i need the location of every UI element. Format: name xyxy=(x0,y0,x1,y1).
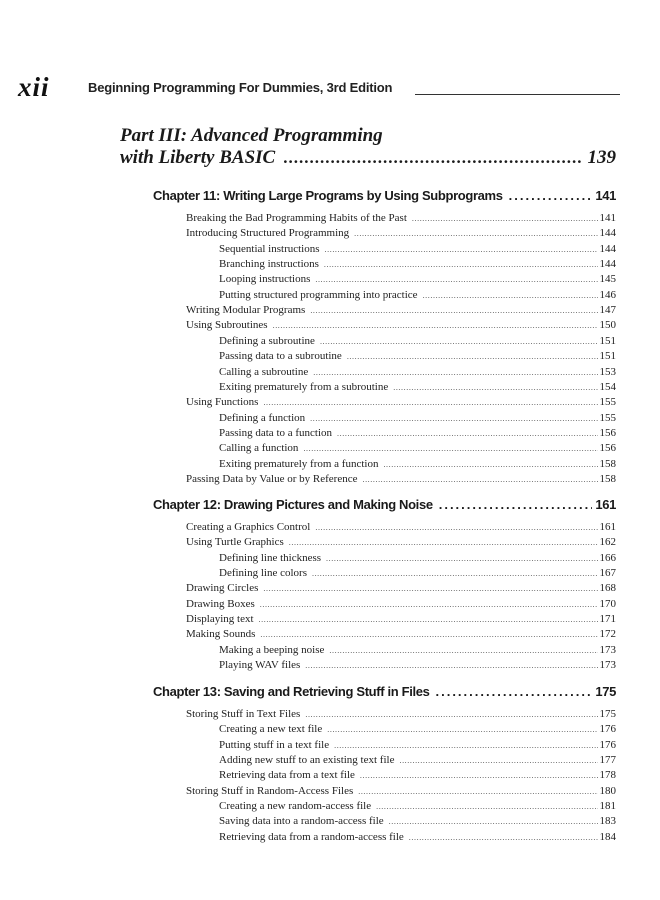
chapter-title: Chapter 13: Saving and Retrieving Stuff in Files xyxy=(153,684,430,699)
entry-page-number: 145 xyxy=(599,273,616,286)
entry-page-number: 178 xyxy=(599,769,616,782)
toc-section-entry xyxy=(186,303,616,318)
entry-page-number: 167 xyxy=(599,567,616,580)
entry-page-number: 168 xyxy=(599,582,616,595)
entry-title: Retrieving data from a random-access file xyxy=(219,830,404,843)
part-page-number: 139 xyxy=(587,147,616,168)
entry-title: Looping instructions xyxy=(219,273,311,286)
entry-title: Defining a function xyxy=(219,411,306,424)
entry-page-number: 172 xyxy=(599,628,616,641)
dot-leader xyxy=(260,598,598,612)
entry-title: Passing data to a subroutine xyxy=(219,350,342,363)
toc-section-entry xyxy=(186,597,616,612)
toc-section-entry xyxy=(186,395,616,410)
toc-subsection-entry xyxy=(219,441,616,456)
entry-page-number: 158 xyxy=(599,457,616,470)
toc-section-entry xyxy=(186,472,616,487)
toc-subsection-entry xyxy=(219,799,616,814)
toc-subsection-entry xyxy=(219,722,616,737)
dot-leader xyxy=(409,831,598,845)
toc-section-entry xyxy=(186,211,616,226)
entry-page-number: 155 xyxy=(599,411,616,424)
toc-subsection-entry xyxy=(219,768,616,783)
entry-title: Passing Data by Value or by Reference xyxy=(186,472,358,485)
entry-page-number: 150 xyxy=(599,319,616,332)
entry-title: Using Turtle Graphics xyxy=(186,536,284,549)
entry-page-number: 151 xyxy=(599,350,616,363)
entry-page-number: 162 xyxy=(599,536,616,549)
entry-title: Retrieving data from a text file xyxy=(219,769,355,782)
toc-section-entry xyxy=(186,535,616,550)
toc-subsection-entry xyxy=(219,457,616,472)
toc-subsection-entry xyxy=(219,551,616,566)
dot-leader xyxy=(439,497,593,512)
entry-title: Putting stuff in a text file xyxy=(219,738,330,751)
entry-title: Creating a new random-access file xyxy=(219,800,372,813)
dot-leader xyxy=(305,708,597,722)
dot-leader xyxy=(509,188,593,203)
chapter-heading xyxy=(153,188,616,203)
toc-subsection-entry xyxy=(219,566,616,581)
dot-leader xyxy=(313,366,597,380)
dot-leader xyxy=(303,442,597,456)
entry-title: Adding new stuff to an existing text file xyxy=(219,754,395,767)
entry-title: Creating a new text file xyxy=(219,723,323,736)
entry-title: Drawing Circles xyxy=(186,582,259,595)
dot-leader xyxy=(423,289,598,303)
entry-page-number: 173 xyxy=(599,659,616,672)
toc-subsection-entry xyxy=(219,830,616,845)
chapter-title: Chapter 11: Writing Large Programs by Using Subprograms xyxy=(153,188,503,203)
entry-title: Exiting prematurely from a subroutine xyxy=(219,380,389,393)
part-title-line2: with Liberty BASIC xyxy=(120,147,276,168)
toc-section-entry xyxy=(186,707,616,722)
toc-subsection-entry xyxy=(219,738,616,753)
dot-leader xyxy=(305,659,597,673)
entry-title: Passing data to a function xyxy=(219,426,333,439)
toc-subsection-entry xyxy=(219,242,616,257)
chapter-page-number: 161 xyxy=(595,497,616,512)
chapter-heading xyxy=(153,684,616,699)
dot-leader xyxy=(360,769,598,783)
dot-leader xyxy=(283,147,581,169)
toc-subsection-entry xyxy=(219,380,616,395)
dot-leader xyxy=(329,644,597,658)
toc-section-entry xyxy=(186,627,616,642)
entry-page-number: 151 xyxy=(599,334,616,347)
entry-title: Breaking the Bad Programming Habits of the Past xyxy=(186,212,407,224)
running-head-rule xyxy=(415,94,620,95)
dot-leader xyxy=(289,536,598,550)
entry-page-number: 155 xyxy=(599,396,616,409)
page-number: xii xyxy=(18,72,50,102)
toc-subsection-entry xyxy=(219,272,616,287)
dot-leader xyxy=(320,335,598,349)
entry-page-number: 184 xyxy=(599,830,616,843)
entry-page-number: 177 xyxy=(599,754,616,767)
toc-section-entry xyxy=(186,612,616,627)
toc-subsection-entry xyxy=(219,334,616,349)
chapter-page-number: 141 xyxy=(595,188,616,203)
toc-subsection-entry xyxy=(219,288,616,303)
entry-title: Exiting prematurely from a function xyxy=(219,457,379,470)
dot-leader xyxy=(326,552,597,566)
entry-page-number: 183 xyxy=(599,815,616,828)
toc-section-entry xyxy=(186,318,616,333)
dot-leader xyxy=(358,785,597,799)
entry-title: Storing Stuff in Random-Access Files xyxy=(186,784,354,797)
entry-page-number: 171 xyxy=(599,613,616,626)
toc-subsection-entry xyxy=(219,658,616,673)
entry-title: Sequential instructions xyxy=(219,242,320,255)
entry-title: Introducing Structured Programming xyxy=(186,227,350,240)
dot-leader xyxy=(263,582,597,596)
chapter-page-number: 175 xyxy=(595,684,616,699)
dot-leader xyxy=(354,227,597,241)
dot-leader xyxy=(383,458,597,472)
dot-leader xyxy=(393,381,597,395)
part-title-line1: Part III: Advanced Programming xyxy=(120,125,383,146)
dot-leader xyxy=(325,243,598,257)
toc-subsection-entry xyxy=(219,426,616,441)
entry-page-number: 153 xyxy=(599,365,616,378)
toc-subsection-entry xyxy=(219,814,616,829)
entry-title: Branching instructions xyxy=(219,258,319,271)
entry-page-number: 161 xyxy=(599,521,616,533)
dot-leader xyxy=(260,628,597,642)
dot-leader xyxy=(389,815,598,829)
chapter-heading xyxy=(153,497,616,512)
entry-title: Calling a subroutine xyxy=(219,365,309,378)
entry-title: Using Functions xyxy=(186,396,259,409)
dot-leader xyxy=(324,258,598,272)
toc-subsection-entry xyxy=(219,365,616,380)
entry-title: Defining a subroutine xyxy=(219,334,315,347)
dot-leader xyxy=(362,473,597,487)
toc-section-entry xyxy=(186,784,616,799)
entry-title: Creating a Graphics Control xyxy=(186,521,311,533)
entry-title: Saving data into a random-access file xyxy=(219,815,384,828)
dot-leader xyxy=(399,754,597,768)
dot-leader xyxy=(315,521,597,535)
entry-page-number: 154 xyxy=(599,380,616,393)
entry-page-number: 146 xyxy=(599,288,616,301)
entry-page-number: 156 xyxy=(599,426,616,439)
entry-title: Displaying text xyxy=(186,613,254,626)
entry-title: Playing WAV files xyxy=(219,659,301,672)
dot-leader xyxy=(337,427,597,441)
entry-title: Using Subroutines xyxy=(186,319,268,332)
entry-title: Putting structured programming into practice xyxy=(219,288,418,301)
entry-page-number: 181 xyxy=(599,800,616,813)
part-title-line2-row xyxy=(120,147,616,169)
toc-section-entry xyxy=(186,581,616,596)
toc-subsection-entry xyxy=(219,753,616,768)
dot-leader xyxy=(347,350,598,364)
dot-leader xyxy=(310,412,597,426)
entry-title: Defining line thickness xyxy=(219,551,322,564)
entry-title: Drawing Boxes xyxy=(186,597,255,610)
part-heading xyxy=(120,125,616,169)
dot-leader xyxy=(312,567,598,581)
chapter-title: Chapter 12: Drawing Pictures and Making Noise xyxy=(153,497,433,512)
toc-subsection-entry xyxy=(219,411,616,426)
entry-page-number: 175 xyxy=(599,708,616,720)
dot-leader xyxy=(412,212,598,226)
dot-leader xyxy=(310,304,597,318)
entry-page-number: 144 xyxy=(599,227,616,240)
toc-section-entry xyxy=(186,520,616,535)
entry-title: Calling a function xyxy=(219,442,299,455)
running-head-title: Beginning Programming For Dummies, 3rd Edition xyxy=(88,80,393,95)
entry-title: Making a beeping noise xyxy=(219,643,325,656)
toc-subsection-entry xyxy=(219,643,616,658)
dot-leader xyxy=(327,723,597,737)
entry-page-number: 173 xyxy=(599,643,616,656)
entry-page-number: 147 xyxy=(599,304,616,317)
entry-page-number: 176 xyxy=(599,723,616,736)
dot-leader xyxy=(315,273,597,287)
toc-subsection-entry xyxy=(219,257,616,272)
entry-page-number: 176 xyxy=(599,738,616,751)
entry-title: Making Sounds xyxy=(186,628,256,641)
entry-title: Writing Modular Programs xyxy=(186,304,306,317)
entry-page-number: 144 xyxy=(599,242,616,255)
dot-leader xyxy=(273,319,598,333)
entry-page-number: 156 xyxy=(599,442,616,455)
entry-page-number: 180 xyxy=(599,784,616,797)
dot-leader xyxy=(376,800,597,814)
dot-leader xyxy=(263,396,597,410)
entry-page-number: 170 xyxy=(599,597,616,610)
toc-subsection-entry xyxy=(219,349,616,364)
entry-page-number: 166 xyxy=(599,551,616,564)
dot-leader xyxy=(435,684,592,699)
entry-title: Defining line colors xyxy=(219,567,307,580)
entry-page-number: 141 xyxy=(599,212,616,224)
toc-section-entry xyxy=(186,226,616,241)
dot-leader xyxy=(259,613,598,627)
dot-leader xyxy=(334,739,597,753)
entry-page-number: 158 xyxy=(599,472,616,485)
entry-page-number: 144 xyxy=(599,258,616,271)
entry-title: Storing Stuff in Text Files xyxy=(186,708,301,720)
